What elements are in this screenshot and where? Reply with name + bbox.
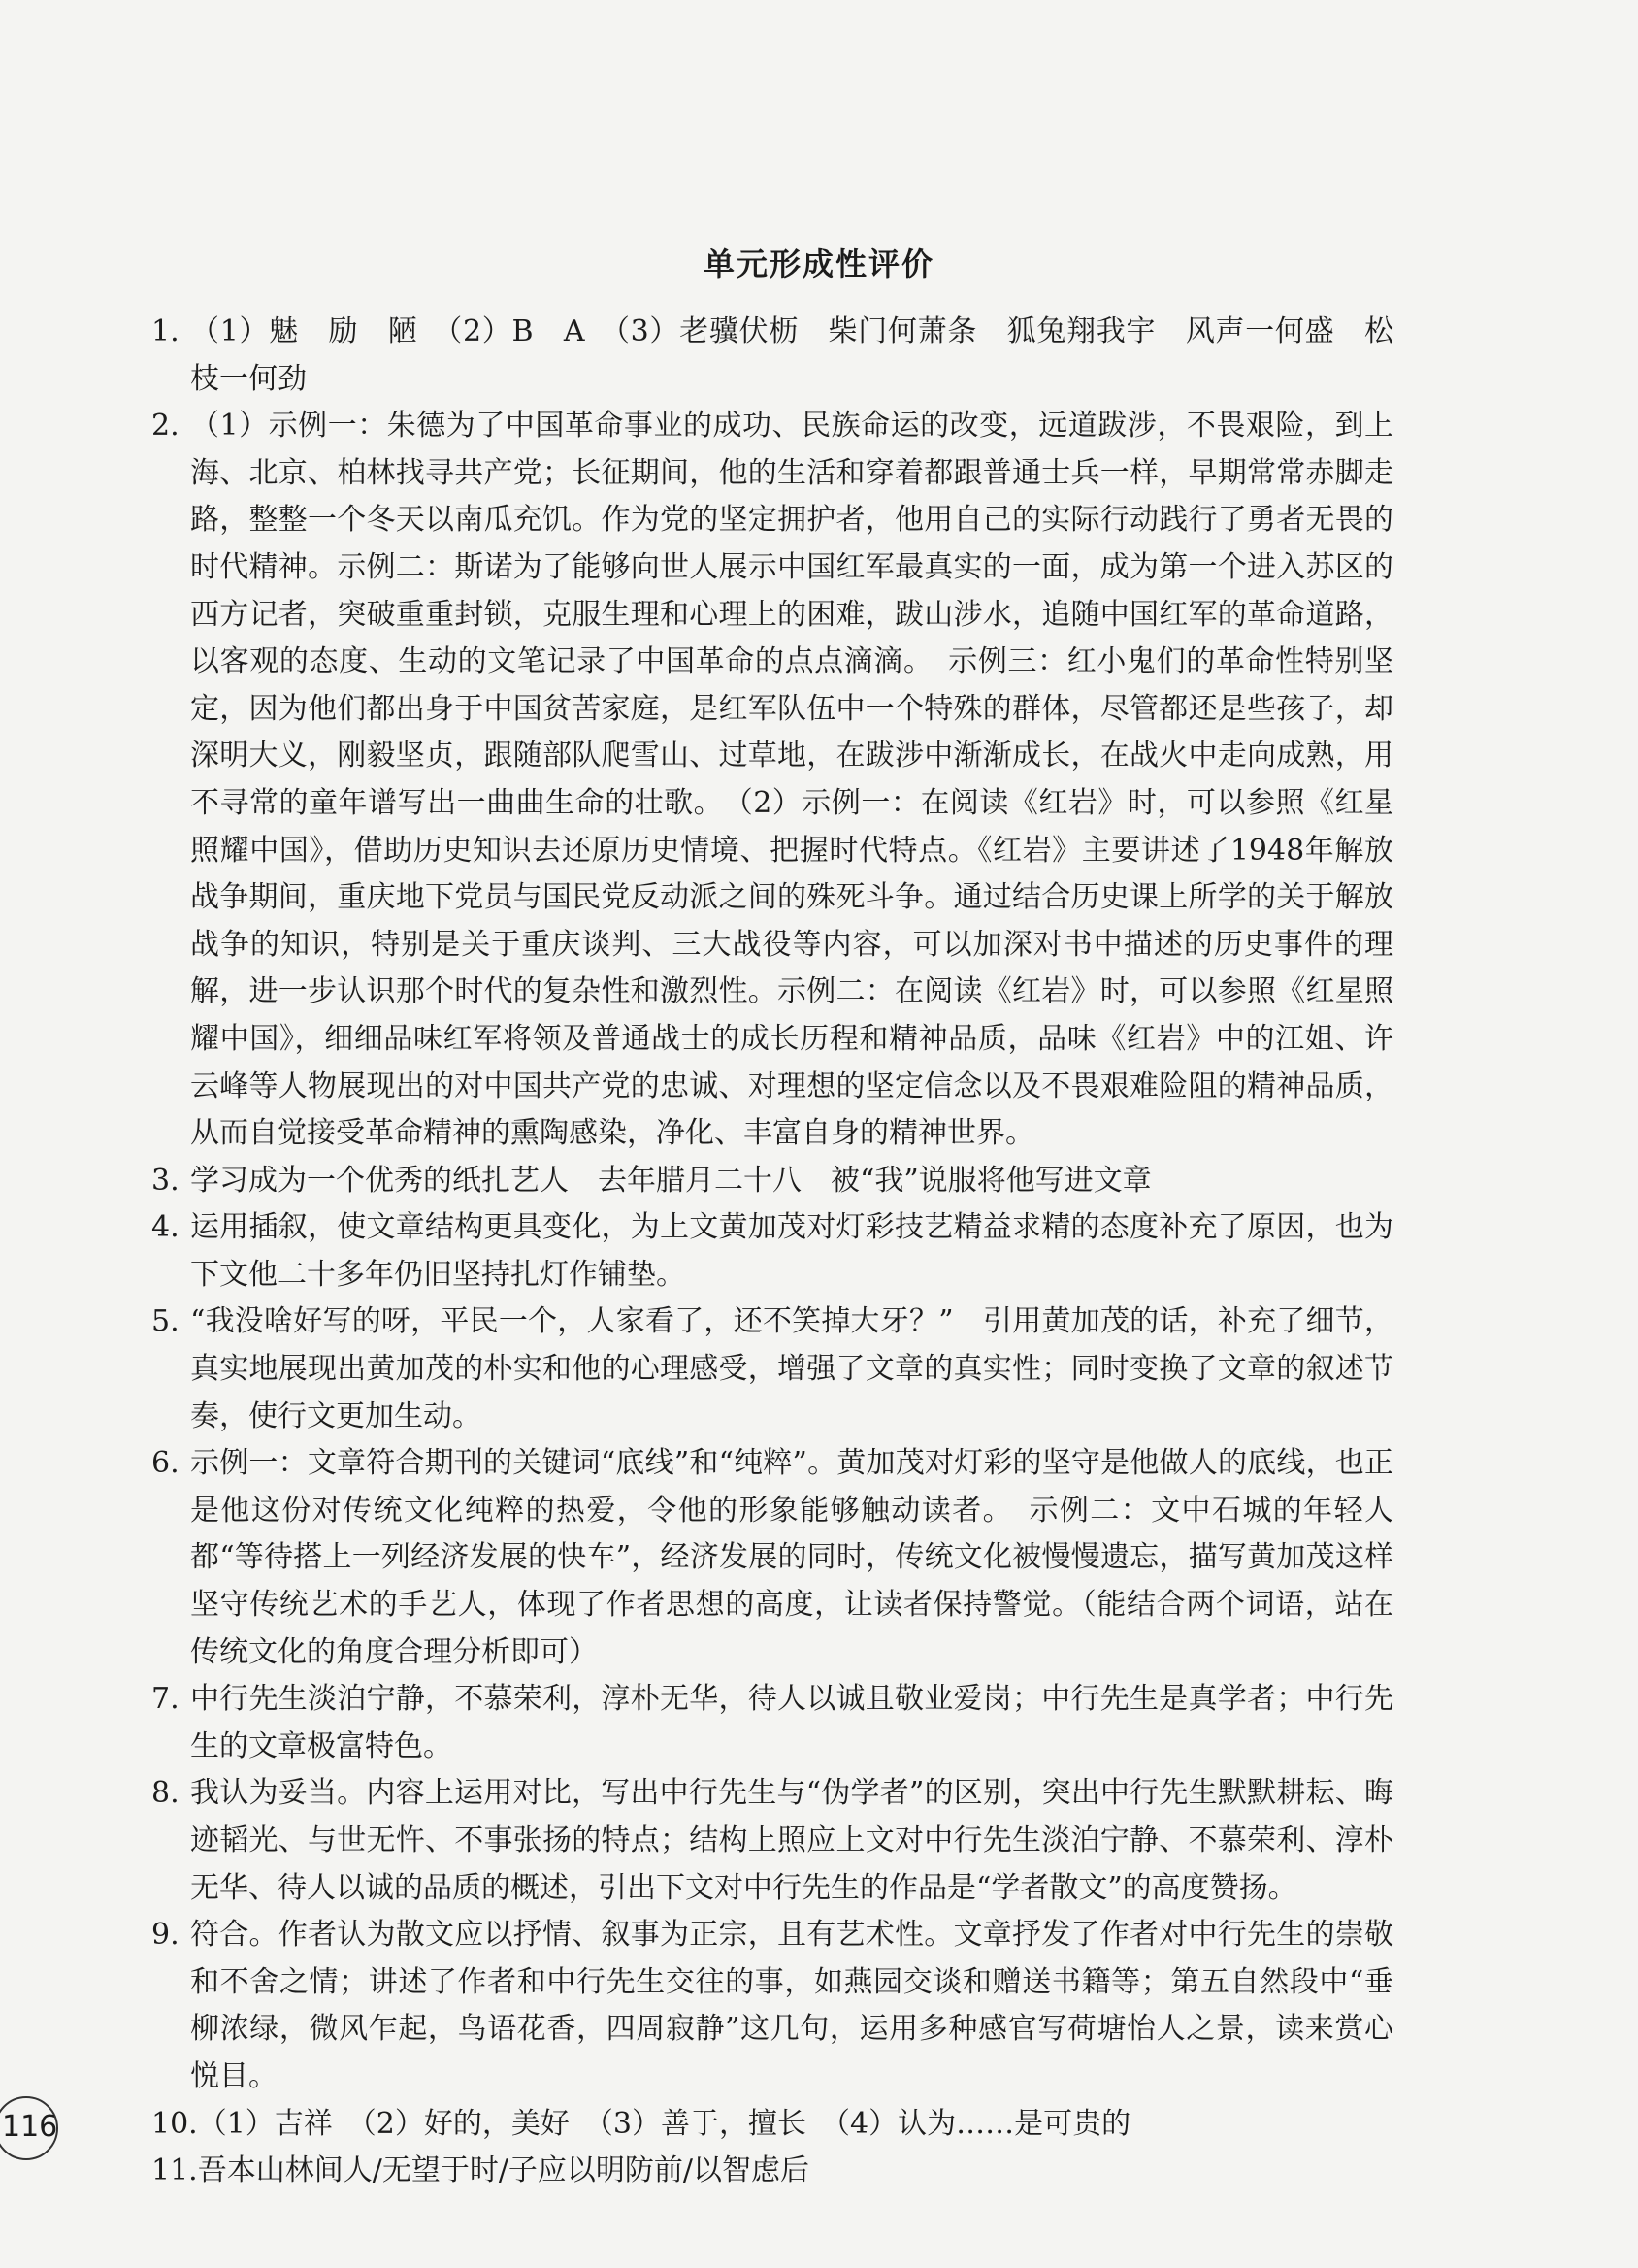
list-item: [151, 1440, 1393, 1676]
item-number: 6.: [151, 1446, 180, 1481]
item-text: 吾本山林间人/无望于时/子应以明防前/以智虑后: [197, 2153, 810, 2188]
item-text: （1）示例一：朱德为了中国革命事业的成功、民族命运的改变，远道跋涉，不畏艰险，到上海、北京、柏林找寻共产党；长征期间，他的生活和穿着都跟普通士兵一样，早期常常赤脚走路，整整一个冬天以南瓜充饥。作为党的坚定拥护者，他用自己的实际行动践行了勇者无畏的时代精神。示例二：斯诺为了能够向世人展示中国红军最真实的一面，成为第一个进入苏区的西方记者，突破重重封锁，克服生理和心理上的困难，跋山涉水，追随中国红军的革命道路，以客观的态度、生动的文笔记录了中国革命的点点滴滴。 示例三：红小鬼们的革命性特别坚定，因为他们都出身于中国贫苦家庭，是红军队伍中一个特殊的群体，尽管都还是些孩子，却深明大义，刚毅坚贞，跟随部队爬雪山、过草地，在跋涉中渐渐成长，在战火中走向成熟，用不寻常的童年谱写出一曲曲生命的壮歌。 （2）示例一：在阅读《红岩》时，可以参照《红星照耀中国》，借助历史知识去还原历史情境、把握时代特点。《红岩》主要讲述了1948年解放战争期间，重庆地下党员与国民党反动派之间的殊死斗争。通过结合历史课上所学的关于解放战争的知识，特别是关于重庆谈判、三大战役等内容，可以加深对书中描述的历史事件的理解，进一步认识那个时代的复杂性和激烈性。示例二：在阅读《红岩》时，可以参照《红星照耀中国》，细细品味红军将领及普通战士的成长历程和精神品质，品味《红岩》中的江姐、许云峰等人物展现出的对中国共产党的忠诚、对理想的坚定信念以及不畏艰难险阻的精神品质，从而自觉接受革命精神的熏陶感染，净化、丰富自身的精神世界。: [190, 409, 1393, 1151]
item-number: 4.: [151, 1210, 180, 1245]
page-title: 单元形成性评价: [703, 246, 934, 282]
item-text: “我没啥好写的呀，平民一个，人家看了，还不笑掉大牙？” 引用黄加茂的话，补充了细节，真实地展现出黄加茂的朴实和他的心理感受，增强了文章的真实性；同时变换了文章的叙述节奏，使行文更加生动。: [190, 1304, 1393, 1433]
item-number: 10.: [151, 2106, 198, 2141]
item-text: 符合。作者认为散文应以抒情、叙事为正宗，且有艺术性。文章抒发了作者对中行先生的崇敬和不舍之情；讲述了作者和中行先生交往的事，如燕园交谈和赠送书籍等；第五自然段中“垂柳浓绿，微风乍起，鸟语花香，四周寂静”这几句，运用多种感官写荷塘怡人之景，读来赏心悦目。: [190, 1918, 1393, 2093]
item-text: 中行先生淡泊宁静，不慕荣利，淳朴无华，待人以诚且敬业爱岗；中行先生是真学者；中行先生的文章极富特色。: [190, 1682, 1393, 1763]
item-number: 11.: [151, 2153, 198, 2188]
list-item: [151, 1158, 1393, 1205]
item-text: （1）魅 励 陋 （2）B A （3）老骥伏枥 柴门何萧条 狐兔翔我宇 风声一何盛 松枝一何劲: [190, 314, 1393, 396]
list-item: [151, 1204, 1393, 1298]
list-item: [151, 1298, 1393, 1440]
item-number: 8.: [151, 1776, 180, 1811]
item-number: 7.: [151, 1682, 180, 1717]
item-number: 1.: [151, 314, 180, 348]
list-item: [151, 1912, 1393, 2100]
list-item: [151, 2101, 1393, 2149]
list-item: [151, 1676, 1393, 1770]
item-text: 运用插叙，使文章结构更具变化，为上文黄加茂对灯彩技艺精益求精的态度补充了原因，也为下文他二十多年仍旧坚持扎灯作铺垫。: [190, 1210, 1393, 1292]
item-text: （1）吉祥 （2）好的，美好 （3）善于，擅长 （4）认为……是可贵的: [197, 2106, 1131, 2141]
item-text: 我认为妥当。内容上运用对比，写出中行先生与“伪学者”的区别，突出中行先生默默耕耘、晦迹韬光、与世无忤、不事张扬的特点；结构上照应上文对中行先生淡泊宁静、不慕荣利、淳朴无华、待人以诚的品质的概述，引出下文对中行先生的作品是“学者散文”的高度赞扬。: [190, 1776, 1393, 1905]
item-text: 示例一：文章符合期刊的关键词“底线”和“纯粹”。黄加茂对灯彩的坚守是他做人的底线，也正是他这份对传统文化纯粹的热爱，令他的形象能够触动读者。 示例二：文中石城的年轻人都“等待搭上一列经济发展的快车”，经济发展的同时，传统文化被慢慢遗忘，描写黄加茂这样坚守传统艺术的手艺人，体现了作者思想的高度，让读者保持警觉。（能结合两个词语，站在传统文化的角度合理分析即可）: [190, 1446, 1393, 1669]
list-item: [151, 309, 1393, 403]
item-number: 3.: [151, 1163, 180, 1198]
page-number-badge: [0, 2096, 58, 2160]
answer-list: [151, 309, 1393, 2195]
list-item: [151, 403, 1393, 1158]
item-text: 学习成为一个优秀的纸扎艺人 去年腊月二十八 被“我”说服将他写进文章: [190, 1163, 1152, 1198]
list-item: [151, 2148, 1393, 2195]
item-number: 2.: [151, 409, 180, 444]
list-item: [151, 1770, 1393, 1912]
item-number: 9.: [151, 1918, 180, 1953]
item-number: 5.: [151, 1304, 180, 1339]
page-number: 116: [2, 2110, 58, 2144]
